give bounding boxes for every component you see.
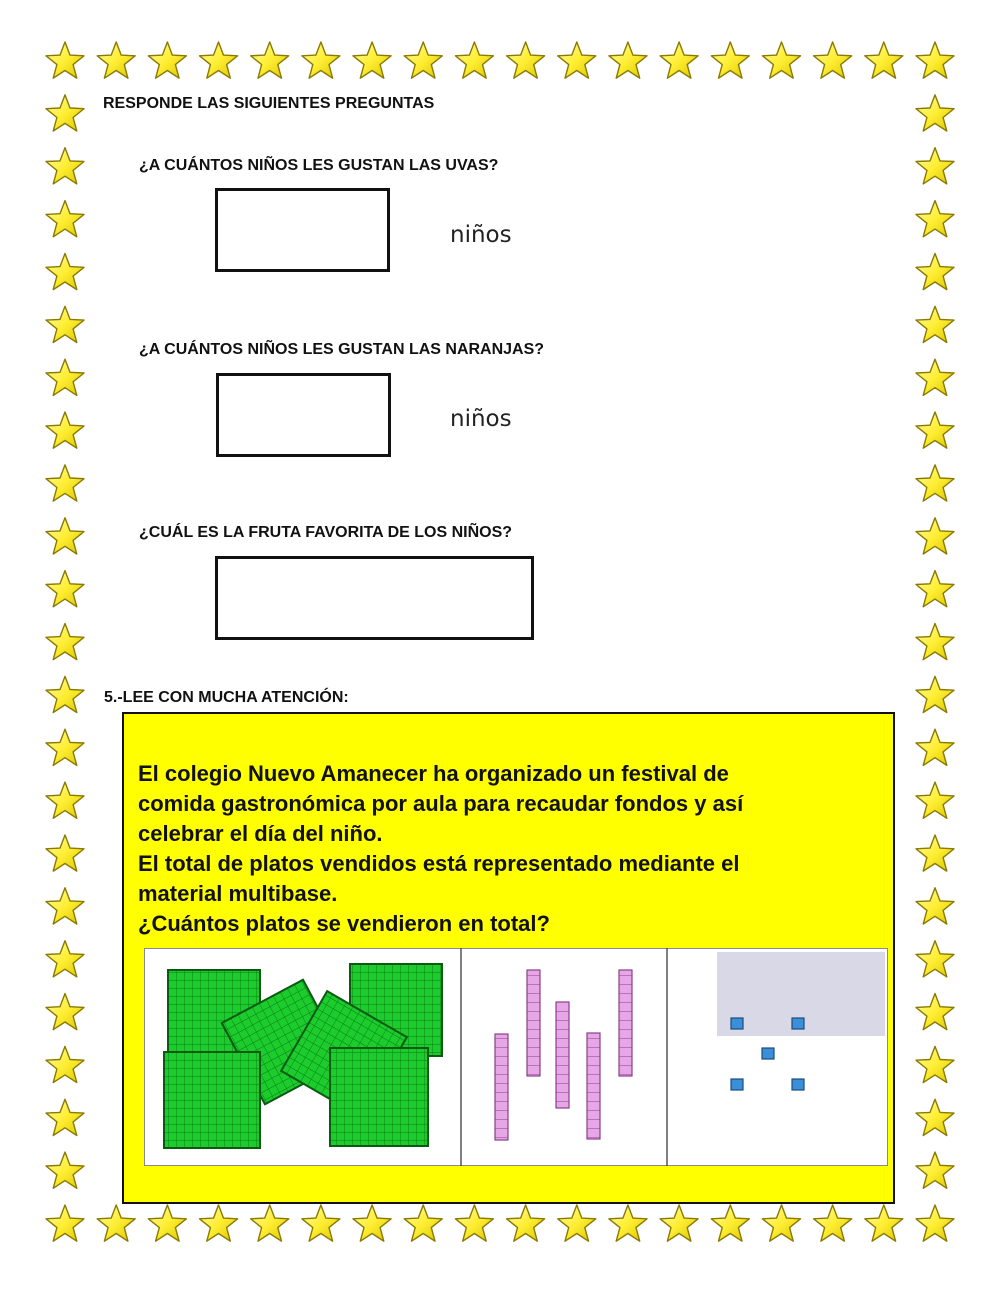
star-icon (916, 782, 954, 818)
star-icon (916, 254, 954, 290)
ten-rod (556, 1002, 569, 1108)
star-icon (916, 888, 954, 924)
star-icon (916, 941, 954, 977)
star-icon (46, 1099, 84, 1135)
star-icon (46, 95, 84, 131)
star-icon (404, 1205, 442, 1241)
star-icon (46, 42, 84, 78)
star-icon (46, 888, 84, 924)
star-icon (46, 782, 84, 818)
star-icon (762, 1205, 800, 1241)
star-icon (46, 359, 84, 395)
star-icon (251, 42, 289, 78)
problem-line: El total de platos vendidos está representado mediante el (138, 851, 740, 876)
hundred-flat (330, 1048, 428, 1146)
star-icon (660, 1205, 698, 1241)
star-icon (916, 465, 954, 501)
unit-cube (731, 1079, 743, 1090)
star-icon (97, 42, 135, 78)
star-icon (865, 42, 903, 78)
star-icon (865, 1205, 903, 1241)
worksheet-heading: RESPONDE LAS SIGUIENTES PREGUNTAS (103, 95, 435, 112)
star-icon (455, 1205, 493, 1241)
star-icon (916, 994, 954, 1030)
star-icon (916, 1152, 954, 1188)
star-icon (302, 1205, 340, 1241)
answer-box-grapes[interactable] (215, 188, 390, 272)
star-icon (916, 412, 954, 448)
star-icon (711, 42, 749, 78)
ten-rod (495, 1034, 508, 1140)
star-icon (97, 1205, 135, 1241)
star-icon (916, 201, 954, 237)
star-icon (916, 42, 954, 78)
star-icon (660, 42, 698, 78)
star-icon (46, 254, 84, 290)
star-icon (609, 42, 647, 78)
star-icon (46, 412, 84, 448)
unit-cube (792, 1079, 804, 1090)
question-favorite-fruit: ¿CUÁL ES LA FRUTA FAVORITA DE LOS NIÑOS? (139, 524, 513, 541)
star-icon (558, 1205, 596, 1241)
star-icon (353, 42, 391, 78)
question-oranges: ¿A CUÁNTOS NIÑOS LES GUSTAN LAS NARANJAS? (139, 341, 545, 358)
star-icon (558, 42, 596, 78)
problem-line: El colegio Nuevo Amanecer ha organizado un festival de (138, 761, 729, 786)
star-icon (507, 1205, 545, 1241)
star-icon (200, 1205, 238, 1241)
multibase-blocks-image (144, 948, 888, 1166)
star-icon (814, 42, 852, 78)
star-icon (46, 465, 84, 501)
hundred-flat (164, 1052, 260, 1148)
star-icon (46, 941, 84, 977)
star-icon (200, 42, 238, 78)
star-icon (814, 1205, 852, 1241)
star-icon (609, 1205, 647, 1241)
star-icon (507, 42, 545, 78)
star-icon (916, 729, 954, 765)
star-icon (251, 1205, 289, 1241)
star-icon (46, 571, 84, 607)
section5-heading: 5.-LEE CON MUCHA ATENCIÓN: (104, 689, 349, 706)
problem-line: material multibase. (138, 881, 338, 906)
star-icon (916, 148, 954, 184)
star-icon (46, 729, 84, 765)
star-icon (762, 42, 800, 78)
star-icon (46, 835, 84, 871)
star-icon (916, 95, 954, 131)
problem-line: comida gastronómica por aula para recaudar fondos y así (138, 791, 744, 816)
star-icon (916, 359, 954, 395)
star-icon (46, 306, 84, 342)
answer-box-favorite-fruit[interactable] (215, 556, 534, 640)
star-icon (46, 1205, 84, 1241)
star-icon (46, 1046, 84, 1082)
ten-rod (587, 1033, 600, 1139)
problem-line: celebrar el día del niño. (138, 821, 383, 846)
problem-question: ¿Cuántos platos se vendieron en total? (138, 911, 550, 936)
unit-cube (762, 1048, 774, 1059)
star-icon (353, 1205, 391, 1241)
star-icon (148, 42, 186, 78)
star-icon (711, 1205, 749, 1241)
star-icon (404, 42, 442, 78)
star-icon (916, 835, 954, 871)
unit-label-oranges: niños (450, 406, 512, 432)
star-icon (46, 624, 84, 660)
star-icon (916, 518, 954, 554)
star-icon (916, 676, 954, 712)
ten-rod (619, 970, 632, 1076)
star-icon (46, 518, 84, 554)
question-grapes: ¿A CUÁNTOS NIÑOS LES GUSTAN LAS UVAS? (139, 157, 499, 174)
star-icon (46, 994, 84, 1030)
star-icon (46, 676, 84, 712)
star-icon (46, 201, 84, 237)
star-icon (302, 42, 340, 78)
unit-label-grapes: niños (450, 222, 512, 248)
unit-cube (731, 1018, 743, 1029)
unit-cube (792, 1018, 804, 1029)
star-icon (916, 1099, 954, 1135)
star-icon (916, 1205, 954, 1241)
star-icon (455, 42, 493, 78)
problem-box (122, 712, 895, 1204)
star-icon (46, 1152, 84, 1188)
answer-box-oranges[interactable] (216, 373, 391, 457)
star-icon (46, 148, 84, 184)
star-icon (916, 624, 954, 660)
star-icon (916, 1046, 954, 1082)
star-icon (148, 1205, 186, 1241)
star-icon (916, 571, 954, 607)
star-icon (916, 306, 954, 342)
